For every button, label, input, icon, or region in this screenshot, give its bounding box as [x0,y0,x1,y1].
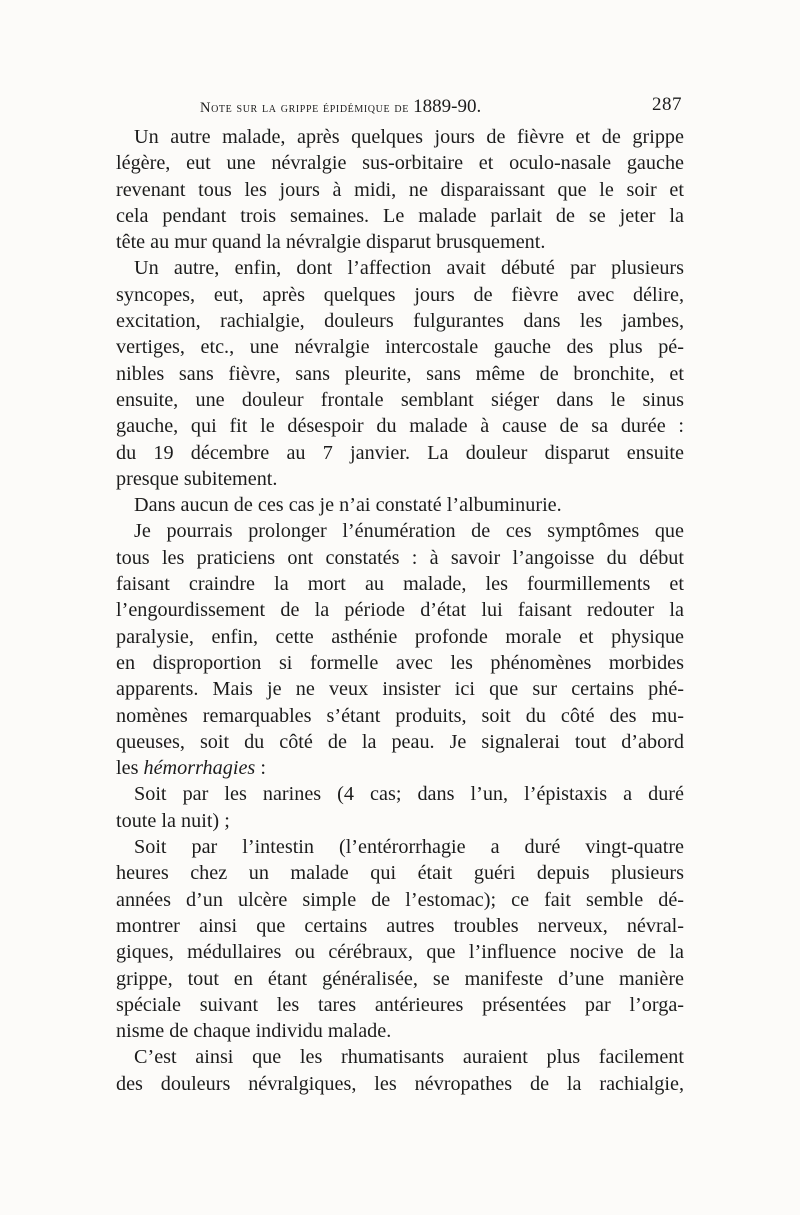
text-line: queuses, soit du côté de la peau. Je signalerai tout d’abord [116,730,684,753]
running-title-years: 1889-90. [413,96,482,117]
text-line: apparents. Mais je ne veux insister ici que sur certains phé- [116,678,684,701]
running-head [116,92,684,124]
text-segment: : [255,757,266,780]
book-page [116,92,684,1097]
text-line: presque subitement. [116,467,278,490]
text-line: Je pourrais prolonger l’énumération de ces symptômes que [134,520,684,543]
text-line [116,755,684,781]
text-line: ensuite, une douleur frontale semblant siéger dans le sinus [116,388,684,411]
text-line: nisme de chaque individu malade. [116,1020,392,1043]
text-line: l’engourdissement de la période d’état lui faisant redouter la [116,599,684,622]
text-line: spéciale suivant les tares antérieures présentées par l’orga- [116,993,684,1016]
text-line: excitation, rachialgie, douleurs fulgurantes dans les jambes, [116,310,684,333]
text-line: des douleurs névralgiques, les névropathes de la rachialgie, [116,1072,684,1095]
text-line: Soit par l’intestin (l’entérorrhagie a duré vingt-quatre [134,836,684,859]
text-line: gauche, qui fit le désespoir du malade à cause de sa durée : [116,415,684,438]
body-text [116,124,684,1097]
text-line: grippe, tout en étant généralisée, se manifeste d’une manière [116,967,684,990]
running-title [200,96,481,118]
text-line: cela pendant trois semaines. Le malade parlait de se jeter la [116,204,684,227]
text-line: Un autre malade, après quelques jours de fièvre et de grippe [134,126,684,148]
text-line: revenant tous les jours à midi, ne disparaissant que le soir et [116,178,684,201]
text-line: Un autre, enfin, dont l’affection avait débuté par plusieurs [134,257,684,280]
text-line: Soit par les narines (4 cas; dans l’un, l’épistaxis a duré [134,783,684,806]
text-line: paralysie, enfin, cette asthénie profonde morale et physique [116,625,684,648]
page-number: 287 [652,94,682,115]
text-line: montrer ainsi que certains autres troubles nerveux, névral- [116,914,684,937]
text-line: Dans aucun de ces cas je n’ai constaté l’albuminurie. [134,494,562,517]
text-line: vertiges, etc., une névralgie intercostale gauche des plus pé- [116,336,684,359]
text-line: légère, eut une névralgie sus-orbitaire et oculo-nasale gauche [116,152,684,175]
text-line: faisant craindre la mort au malade, les fourmillements et [116,573,684,596]
running-title-text: Note sur la grippe épidémique de [200,100,414,116]
text-line: syncopes, eut, après quelques jours de fièvre avec délire, [116,283,684,306]
text-line: toute la nuit) ; [116,809,230,832]
text-line: années d’un ulcère simple de l’estomac); ce fait semble dé- [116,888,684,911]
italic-term: hémorrhagies [143,757,256,780]
text-line: C’est ainsi que les rhumatisants auraient plus facilement [134,1046,684,1069]
text-line: nomènes remarquables s’étant produits, soit du côté des mu- [116,704,684,727]
text-segment: les [116,757,144,780]
text-line: giques, médullaires ou cérébraux, que l’influence nocive de la [116,941,684,964]
text-line: tête au mur quand la névralgie disparut brusquement. [116,231,546,254]
text-line: en disproportion si formelle avec les phénomènes morbides [116,651,684,674]
text-line: nibles sans fièvre, sans pleurite, sans même de bronchite, et [116,362,684,385]
text-line: tous les praticiens ont constatés : à savoir l’angoisse du début [116,546,684,569]
text-line: du 19 décembre au 7 janvier. La douleur disparut ensuite [116,441,684,464]
text-line: heures chez un malade qui était guéri depuis plusieurs [116,862,684,885]
